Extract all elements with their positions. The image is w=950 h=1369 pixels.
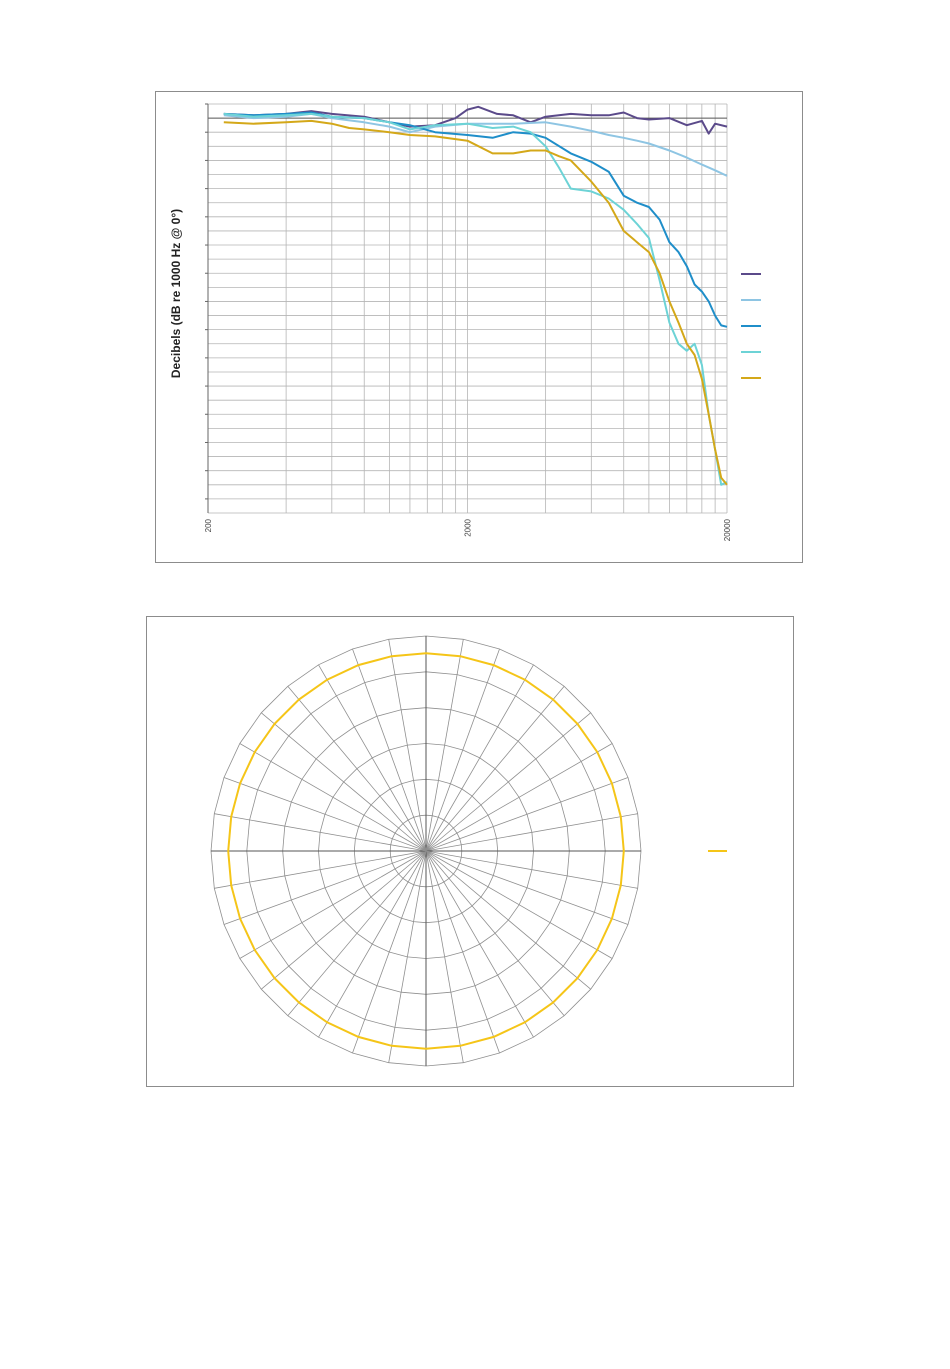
polar-spoke [426, 851, 500, 1053]
polar-pattern-chart [147, 617, 793, 1086]
polar-spoke [224, 778, 426, 852]
series-line-5 [224, 121, 727, 485]
polar-spoke [261, 851, 426, 989]
polar-spoke [426, 713, 591, 851]
polar-spoke [426, 851, 591, 989]
polar-spoke [426, 851, 564, 1016]
frequency-response-chart [156, 92, 802, 562]
series-line-1 [224, 107, 727, 134]
polar-spoke [353, 851, 427, 1053]
polar-pattern-chart-panel [146, 616, 794, 1087]
polar-spoke [261, 713, 426, 851]
grid [208, 104, 727, 513]
x-tick-label: 20000 [723, 519, 732, 542]
x-tick-label: 2000 [463, 519, 473, 537]
polar-spoke [288, 851, 426, 1016]
polar-grid [211, 636, 641, 1066]
x-tick-label: 200 [204, 519, 213, 533]
polar-spoke [224, 851, 426, 925]
polar-spoke [288, 686, 426, 851]
polar-spoke [426, 649, 500, 851]
frequency-response-chart-panel [155, 91, 803, 563]
polar-spoke [426, 778, 628, 852]
series-line-4 [224, 114, 727, 485]
polar-spoke [426, 851, 628, 925]
polar-spoke [353, 649, 427, 851]
y-axis-label: Decibels (dB re 1000 Hz @ 0°) [169, 208, 183, 379]
polar-spoke [426, 686, 564, 851]
